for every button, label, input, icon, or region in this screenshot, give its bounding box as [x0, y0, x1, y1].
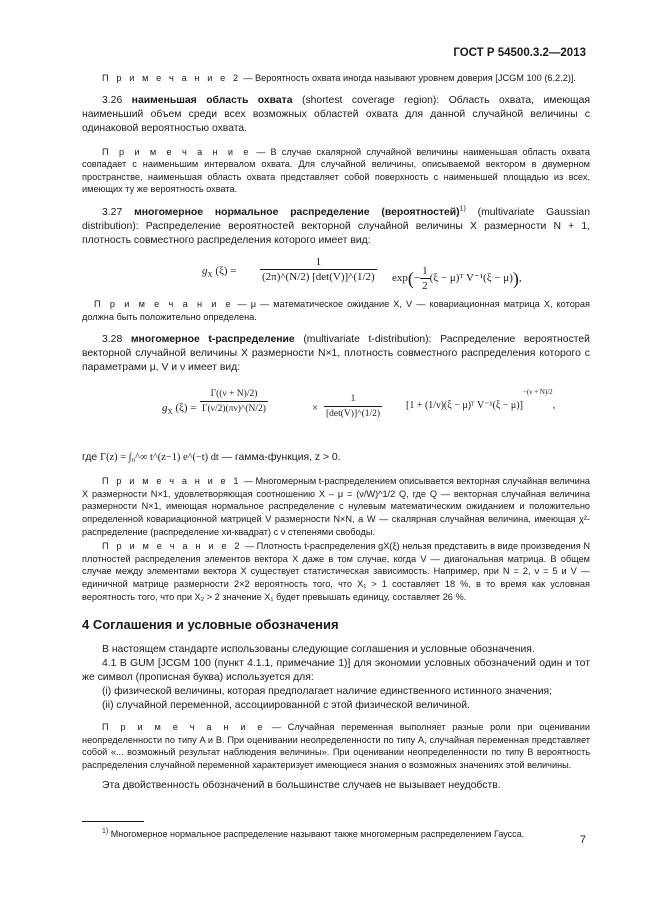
note-label: П р и м е ч а н и е	[102, 722, 266, 733]
definition-text: (shortest coverage region): Область охвата, имеющая наименьший объем среди всех возможных областей охвата для данной случайной величины с одинаковой вероятностью охвата.	[82, 94, 590, 134]
fraction-denominator: (2π)^(N/2) [det(V)]^(1/2)	[262, 270, 375, 283]
bracket-power: −(ν + N)/2	[522, 387, 553, 396]
formula-symbol: g	[162, 402, 168, 415]
note-label: П р и м е ч а н и е 1	[102, 476, 242, 487]
page-body	[82, 72, 590, 840]
term: многомерное нормальное распределение (вероятностей)	[134, 206, 460, 218]
note-label: П р и м е ч а н и е 2	[102, 541, 243, 552]
fraction-numerator: 1	[324, 392, 382, 407]
note-label: П р и м е ч а н и е 2	[102, 73, 241, 83]
clause-number: 3.28	[102, 334, 131, 346]
exp-label: exp	[392, 272, 408, 284]
definition-3-26	[82, 94, 590, 136]
formula-multivariate-t	[82, 377, 590, 443]
term: наименьшая область охвата	[131, 94, 293, 106]
note-text: — Вероятность охвата иногда называют уровнем доверия [JCGM 100 (6.2.2)].	[240, 73, 576, 83]
note-text: — Многомерным t-распределением описывается векторная случайная величина X размерности N×1, удовлетворяющая соотношению X – μ = (ν/W)^1/2 Q, где Q — векторная случайная величина размерности N×1, имеющая нормальное распределение с нулевым математическим ожиданием и положительно определенной ковариационной матрицей V размерности N×N, а W — скалярная случайная величина, имеющая χ²-распределение (распределение хи-квадрат) с ν степенями свободы.	[82, 476, 591, 537]
note-text: — Плотность t-распределения gX(ξ) нельзя представить в виде произведения N плотностей распределения элементов вектора X даже в том случае, когда V — диагональная матрица. В общем случае между элементами вектора X существует статистическая зависимость. Например, при N = 2, ν = 5 и V — единичной матрице размерности 2×2 вероятность того, что X₁ > 1 составляет 18 %, в то время как условная вероятность того, что при X₂ > 2 значение X₁ будет превышать единицу, составляет 26 %.	[82, 541, 590, 602]
section-4-closing: Эта двойственность обозначений в большинстве случаев не вызывает неудобств.	[102, 780, 501, 792]
formula-subscript: X	[207, 271, 213, 280]
note-text: — μ — математическое ожидание X, V — ковариационная матрица X, которая должна быть положительно определена.	[82, 298, 590, 322]
paren-close: )	[512, 268, 519, 289]
clause-4-1: 4.1 В GUM [JCGM 100 (пункт 4.1.1, примечание 1)] для экономии условных обозначений один и тот же символ (прописная буква) используется для:	[82, 658, 590, 684]
exp-inner: (ξ − μ)ᵀ V⁻¹(ξ − μ)	[429, 272, 513, 284]
clause-number: 3.27	[102, 206, 135, 218]
definition-text: (multivariate t-distribution): Распределение вероятностей векторной случайной величины X размерности N×1, плотность совместного распределения которого с параметрами μ, V и ν имеет вид:	[82, 334, 590, 374]
fraction-numerator: 1	[422, 264, 428, 277]
note-3-28-2	[82, 540, 590, 603]
definition-3-27	[82, 206, 590, 248]
gamma-definition	[82, 451, 590, 465]
gamma-fraction	[200, 387, 268, 416]
fraction-denominator: [det(V)]^(1/2)	[326, 409, 381, 420]
gamma-prefix: где	[82, 452, 98, 464]
formula-argument: (ξ) =	[175, 402, 197, 415]
formula-exp: exp(− $\frac{1}{2}$ (ξ − μ)ᵀ V⁻¹(ξ − μ)),	[392, 264, 522, 292]
note-3-27	[82, 298, 590, 323]
section-4-intro: В настоящем стандарте использованы следующие соглашения и условные обозначения.	[102, 644, 535, 656]
note-label: П р и м е ч а н и е	[102, 146, 252, 157]
footnote-mark: 1)	[102, 828, 109, 836]
footnote	[82, 828, 590, 840]
list-item-ii: (ii) случайной переменной, ассоциированной с этой физической величиной.	[102, 700, 470, 712]
gamma-formula: Γ(z) = ∫₀^∞ t^(z−1) e^(−t) dt	[100, 452, 219, 464]
page-number: 7	[579, 834, 586, 846]
times-sign: ×	[312, 402, 319, 415]
note-section-4	[82, 721, 590, 771]
gamma-suffix: — гамма-функция, z > 0.	[218, 452, 341, 464]
fraction-denominator: Γ(ν/2)(πν)^(N/2)	[202, 404, 266, 415]
formula-argument: (ξ) =	[215, 264, 237, 277]
formula-tail: ,	[552, 400, 556, 412]
formula-lhs	[202, 264, 237, 278]
footnote-ref: 1)	[459, 205, 466, 213]
definition-text: (multivariate Gaussian distribution): Распределение вероятностей векторной случайной величины X размерности N + 1, плотность совместного распределения которого имеет вид:	[82, 206, 590, 246]
formula-symbol: g	[202, 264, 208, 277]
footnote-divider	[82, 821, 144, 822]
note-text: — Случайная переменная выполняет разные роли при оценивании неопределенности по типу A и B. При оценивании неопределенности по типу A, случайная переменная представляет собой «... возможный результат наблюдения величины». При оценивании неопределенности по типу B вероятность распределения случайной переменной характеризует имеющиеся знания о возможных значениях этой величины.	[82, 722, 590, 770]
note-3-26	[82, 146, 590, 196]
paren-open: (	[407, 268, 414, 289]
footnote-text: Многомерное нормальное распределение называют также многомерным распределением Гаусса.	[108, 829, 525, 840]
note-text: — В случае скалярной случайной величины наименьшая область охвата совпадает с наименьшим интервалом охвата. Для случайной величины, описываемой вектором в двумерном пространстве, наименьшая область охвата представляет собой поверхность с наименьшей площадью из всех, имеющих ту же вероятность охвата.	[82, 146, 590, 195]
term: многомерное t-распределение	[130, 334, 295, 346]
section-4-title: 4 Соглашения и условные обозначения	[82, 617, 339, 633]
bracket-expression: [1 + (1/ν)(ξ − μ)ᵀ V⁻¹(ξ − μ)]	[406, 400, 523, 412]
clause-number: 3.26	[102, 94, 132, 106]
list-item-i: (i) физической величины, которая предполагает наличие единственного истинного значения;	[102, 686, 553, 698]
fraction-denominator: 2	[422, 279, 428, 292]
note-label: П р и м е ч а н и е	[94, 298, 234, 309]
note-3-28-1	[82, 475, 590, 538]
det-fraction	[324, 392, 382, 421]
formula-fraction	[260, 255, 377, 284]
fraction-numerator: Γ((ν + N)/2)	[200, 387, 268, 402]
formula-subscript: X	[167, 408, 173, 417]
fraction-numerator: 1	[260, 255, 377, 270]
document-header: ГОСТ Р 54500.3.2—2013	[453, 47, 586, 59]
note-coverage-probability	[82, 72, 590, 85]
formula-multivariate-gaussian	[82, 252, 590, 292]
formula-tail: ,	[518, 272, 522, 284]
half-fraction	[420, 264, 430, 293]
definition-3-28	[82, 333, 590, 375]
formula-lhs	[162, 401, 197, 415]
